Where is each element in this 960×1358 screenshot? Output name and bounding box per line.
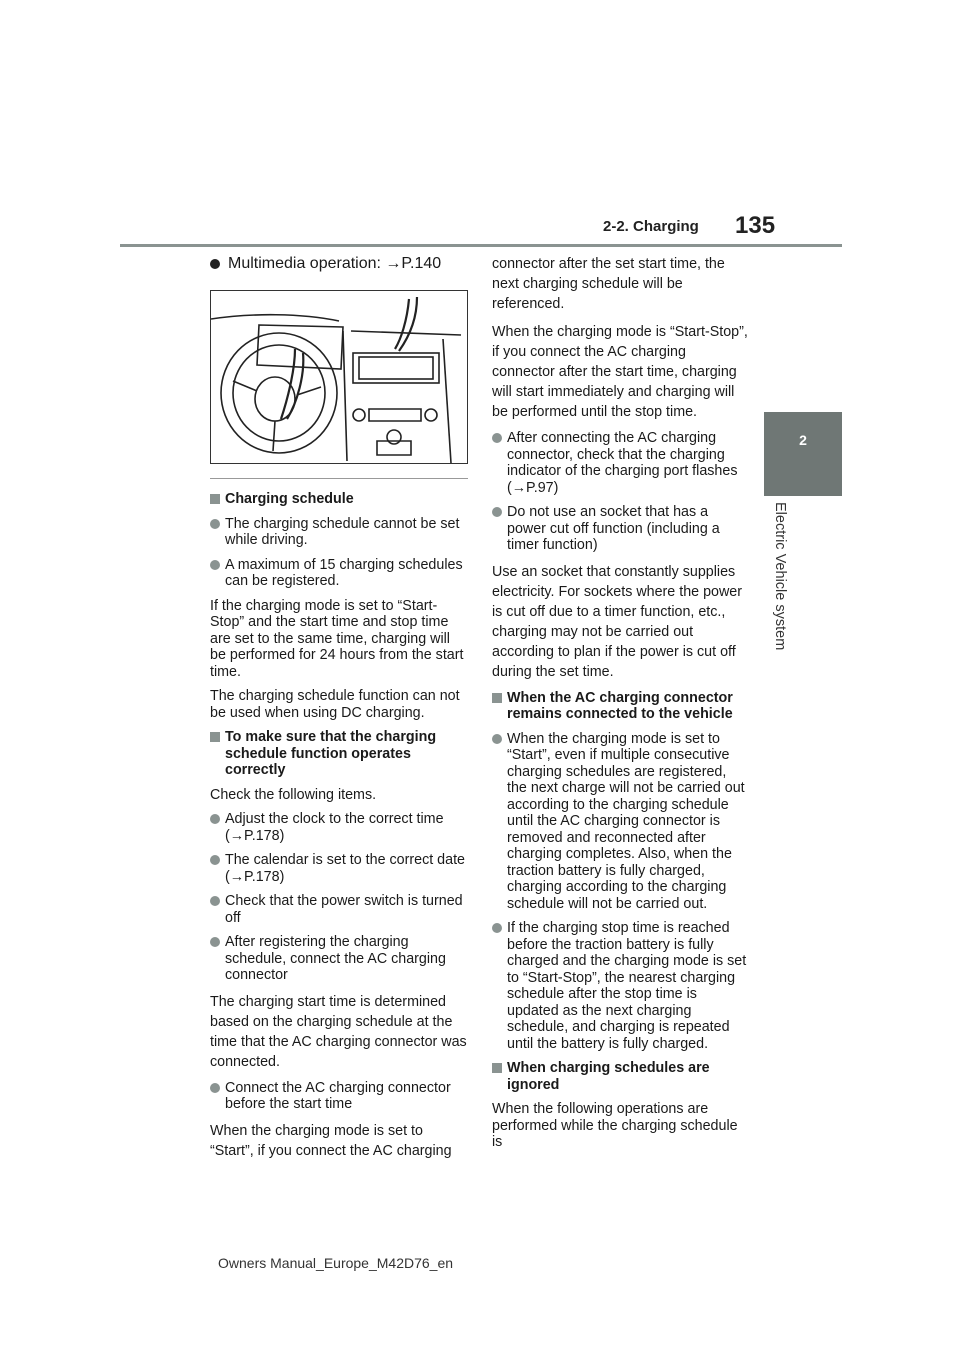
list-item: The charging schedule cannot be set while driving. (210, 516, 468, 549)
heading-remains-connected: When the AC charging connector remains connected to the vehicle (492, 690, 750, 723)
list-item: Do not use an socket that has a power cut off function (including a timer function) (492, 504, 750, 554)
footer-document-id: Owners Manual_Europe_M42D76_en (218, 1255, 454, 1271)
square-bullet-icon (492, 1063, 502, 1073)
heading-charging-schedule: Charging schedule (210, 491, 468, 508)
heading-schedules-ignored: When charging schedules are ignored (492, 1060, 750, 1093)
list-item: A maximum of 15 charging schedules can be registered. (210, 557, 468, 590)
square-bullet-icon (210, 494, 220, 504)
list-item: The calendar is set to the correct date (→P.178) (210, 852, 468, 885)
left-column (210, 254, 468, 1169)
bullet-icon (210, 937, 220, 947)
bullet-icon (210, 519, 220, 529)
section-title: 2-2. Charging (603, 218, 699, 235)
dashboard-illustration (210, 290, 468, 464)
bullet-icon (492, 507, 502, 517)
bullet-icon (210, 814, 220, 824)
paragraph: When the charging mode is “Start-Stop”, if you connect the AC charging connector after the start time, charging will start immediately and charging will be performed until the stop time. (492, 324, 748, 420)
list-item: Check that the power switch is turned off (210, 893, 468, 926)
header-rule (120, 244, 842, 247)
page-number: 135 (735, 212, 776, 239)
dashboard-drawing (211, 291, 467, 463)
heading-make-sure: To make sure that the charging schedule function operates correctly (210, 729, 468, 779)
bullet-icon (210, 259, 220, 269)
paragraph: Check the following items. (210, 786, 377, 803)
chapter-tab: 2 (764, 412, 842, 496)
paragraph: The charging schedule function can not be used when using DC charging. (210, 688, 460, 721)
list-item: When the charging mode is set to “Start”, even if multiple consecutive charging schedules are registered, the next charge will not be carried out according to the charging schedule until the AC charging connector is removed and reconnected after charging completes. Also, when the traction battery is fully charged, charging according to the charging schedule will not be carried out. (492, 731, 750, 913)
right-column (492, 254, 750, 1159)
paragraph: The charging start time is determined based on the charging schedule at the time that the AC charging connector was connected. (210, 993, 467, 1070)
paragraph: connector after the set start time, the next charging schedule will be referenced. (492, 256, 725, 312)
multimedia-reference: Multimedia operation: →P.140 (210, 254, 468, 274)
bullet-icon (210, 855, 220, 865)
paragraph: Use an socket that constantly supplies electricity. For sockets where the power is cut off due to a timer function, etc., charging may not be carried out according to plan if the power is cut off during the set time. (492, 563, 743, 680)
paragraph: If the charging mode is set to “Start-Stop” and the start time and stop time are set to the same time, charging will be performed for 24 hours from the start time. (210, 597, 464, 680)
list-item: After connecting the AC charging connector, check that the charging indicator of the charging port flashes (→P.97) (492, 430, 750, 496)
list-item: If the charging stop time is reached before the traction battery is fully charged and the charging mode is set to “Start-Stop”, the nearest charging schedule after the stop time is updated as the next charging schedule, and charging is repeated until the battery is fully charged. (492, 920, 750, 1052)
chapter-title: Electric Vehicle system (772, 502, 788, 651)
paragraph: When the following operations are performed while the charging schedule is (492, 1101, 738, 1150)
chapter-side-label (768, 502, 808, 682)
paragraph: When the charging mode is set to “Start”, if you connect the AC charging (210, 1122, 452, 1159)
square-bullet-icon (210, 732, 220, 742)
bullet-icon (492, 734, 502, 744)
list-item: Adjust the clock to the correct time (→P.178) (210, 811, 468, 844)
bullet-icon (492, 433, 502, 443)
list-item: After registering the charging schedule, connect the AC charging connector (210, 934, 468, 984)
list-item: Connect the AC charging connector before the start time (210, 1080, 468, 1113)
figure-rule (210, 478, 468, 479)
bullet-icon (210, 1083, 220, 1093)
square-bullet-icon (492, 693, 502, 703)
bullet-icon (210, 896, 220, 906)
bullet-icon (210, 560, 220, 570)
bullet-icon (492, 923, 502, 933)
